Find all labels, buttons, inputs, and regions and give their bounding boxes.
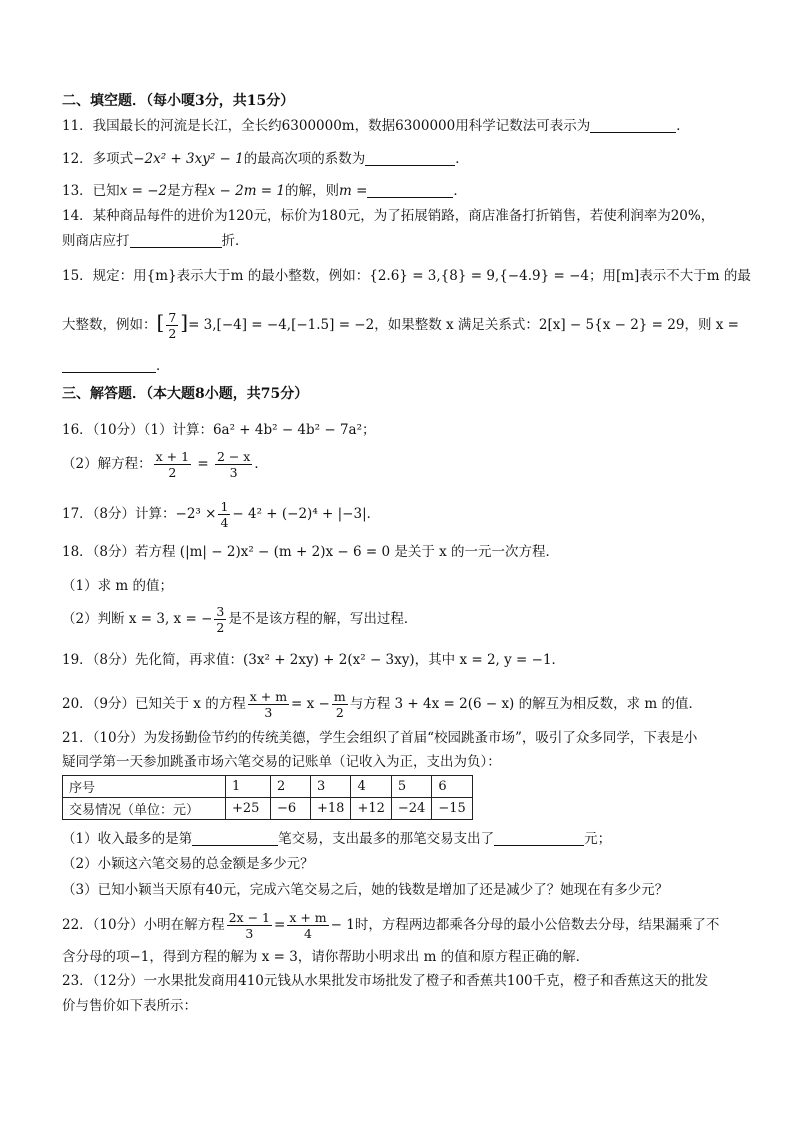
question-15-line-3: ．	[62, 357, 170, 375]
transaction-table	[62, 775, 473, 820]
table-cell: −24	[391, 798, 431, 820]
fraction: $\frac{3}{2}$	[216, 604, 225, 635]
table-cell: 序号	[63, 776, 226, 798]
question-16-part-1: 16．（10分）（1）计算：6a² + 4b² − 4b² − 7a²；	[62, 422, 376, 438]
table-cell: 3	[311, 776, 351, 798]
table-cell: 4	[351, 776, 391, 798]
question-20: 20．（9分）已知关于 x 的方程 $\frac{x + m}{3}$ = x − $\frac{m}{2}$ 与方程 3 + 4x = 2(6 − x) 的解互为相反数，求 m 的值．	[62, 689, 702, 720]
table-cell: 交易情况（单位：元）	[63, 798, 226, 820]
table-cell: −6	[271, 798, 311, 820]
question-23-line-2: 价与售价如下表所示：	[62, 998, 197, 1014]
question-18-sub-1: （1）求 m 的值；	[62, 578, 173, 594]
question-17: 17．（8分）计算：−2³ × $\frac{1}{4}$ − 4² + (−2)⁴ + |−3|．	[62, 499, 381, 530]
table-cell: +25	[226, 798, 271, 820]
question-14-line-2: 则商店应打 折．	[62, 233, 249, 249]
fraction: $\frac{x + m}{4}$	[289, 910, 327, 941]
answer-blank[interactable]	[590, 118, 676, 133]
section-title-fill-in: 二、填空题．（每小嗄3分，共15分）	[62, 93, 295, 109]
table-row	[63, 776, 473, 798]
question-22-line-1: 22．（10分）小明在解方程 $\frac{2x - 1}{3}$ = $\frac{x + m}{4}$ − 1时，方程两边都乘各分母的最小公倍数去分母，结果漏乘了不	[62, 910, 720, 941]
fraction: $\frac{2 - x}{3}$	[216, 449, 251, 480]
answer-blank[interactable]	[192, 831, 278, 846]
question-21-line-1: 21．（10分）为发扬勤俭节约的传统美德，学生会组织了首届“校园跳蚤市场”，吸引了众多同学，下表是小	[62, 730, 698, 746]
question-16-part-2: （2）解方程： $\frac{x + 1}{2}$ = $\frac{2 - x}{3}$ ．	[62, 449, 268, 480]
question-23-line-1: 23．（12分）一水果批发商用410元钱从水果批发市场批发了橙子和香蕉共100千克，橙子和香蕉这天的批发	[62, 973, 709, 989]
question-19: 19．（8分）先化简，再求值：(3x² + 2xy) + 2(x² − 3xy)，其中 x = 2, y = −1．	[62, 652, 566, 668]
answer-blank[interactable]	[130, 233, 222, 248]
fraction: $\frac{1}{4}$	[220, 499, 229, 530]
fraction: $\frac{7}{2}$	[168, 310, 177, 341]
fraction: $\frac{m}{2}$	[333, 689, 346, 720]
table-cell: 5	[391, 776, 431, 798]
question-11: 11．我国最长的河流是长江，全长约6300000m，数据6300000用科学记数法可表示为 ．	[62, 118, 690, 134]
question-14-line-1: 14．某种商品每件的进价为120元，标价为180元，为了拓展销路，商店准备打折销售，若使利润率为20%，	[62, 208, 715, 224]
section-title-answers: 三、解答题．（本大题8小题，共75分）	[62, 386, 309, 402]
fraction: $\frac{x + 1}{2}$	[155, 449, 190, 480]
question-18-sub-2: （2）判断 x = 3, x = − $\frac{3}{2}$ 是不是该方程的解，写出过程．	[62, 604, 418, 635]
answer-blank[interactable]	[62, 358, 156, 373]
question-12: 12．多项式−2x² + 3xy² − 1的最高次项的系数为 ．	[62, 151, 469, 167]
answer-blank[interactable]	[494, 831, 584, 846]
question-22-line-2: 含分母的项−1，得到方程的解为 x = 3，请你帮助小明求出 m 的值和原方程正确的解．	[62, 949, 590, 965]
question-21-sub-2: （2）小颖这六笔交易的总金额是多少元？	[62, 856, 314, 872]
question-21-line-2: 疑同学第一天参加跳蚤市场六笔交易的记账单（记收入为正，支出为负）：	[62, 754, 501, 770]
table-row	[63, 798, 473, 820]
fraction: $\frac{x + m}{3}$	[249, 689, 288, 720]
question-13: 13．已知x = −2是方程x − 2m = 1的解，则m = ．	[62, 183, 467, 199]
question-21-sub-1: （1）收入最多的是第 笔交易，支出最多的那笔交易支出了 元；	[62, 831, 612, 847]
answer-blank[interactable]	[365, 151, 455, 166]
table-cell: 2	[271, 776, 311, 798]
answer-blank[interactable]	[367, 183, 453, 198]
table-cell: 1	[226, 776, 271, 798]
table-cell: +18	[311, 798, 351, 820]
question-15-line-2: 大整数，例如：[ $\frac{7}{2}$ ]= 3,[−4] = −4,[−1.5] = −2，如果整数 x 满足关系式：2[x] − 5{x − 2} = 29，则 x =	[62, 310, 739, 341]
fraction: $\frac{2x - 1}{3}$	[228, 910, 270, 941]
question-21-sub-3: （3）已知小颖当天原有40元，完成六笔交易之后，她的钱数是增加了还是减少了？她现在有多少元？	[62, 882, 669, 898]
table-cell: +12	[351, 798, 391, 820]
question-18-line-1: 18．（8分）若方程 (|m| − 2)x² − (m + 2)x − 6 = 0 是关于 x 的一元一次方程．	[62, 544, 560, 560]
table-cell: 6	[432, 776, 472, 798]
question-15-line-1: 15．规定：用{m}表示大于m 的最小整数，例如：{2.6} = 3,{8} = 9,{−4.9} = −4；用[m]表示不大于m 的最	[62, 268, 751, 284]
table-cell: −15	[432, 798, 472, 820]
